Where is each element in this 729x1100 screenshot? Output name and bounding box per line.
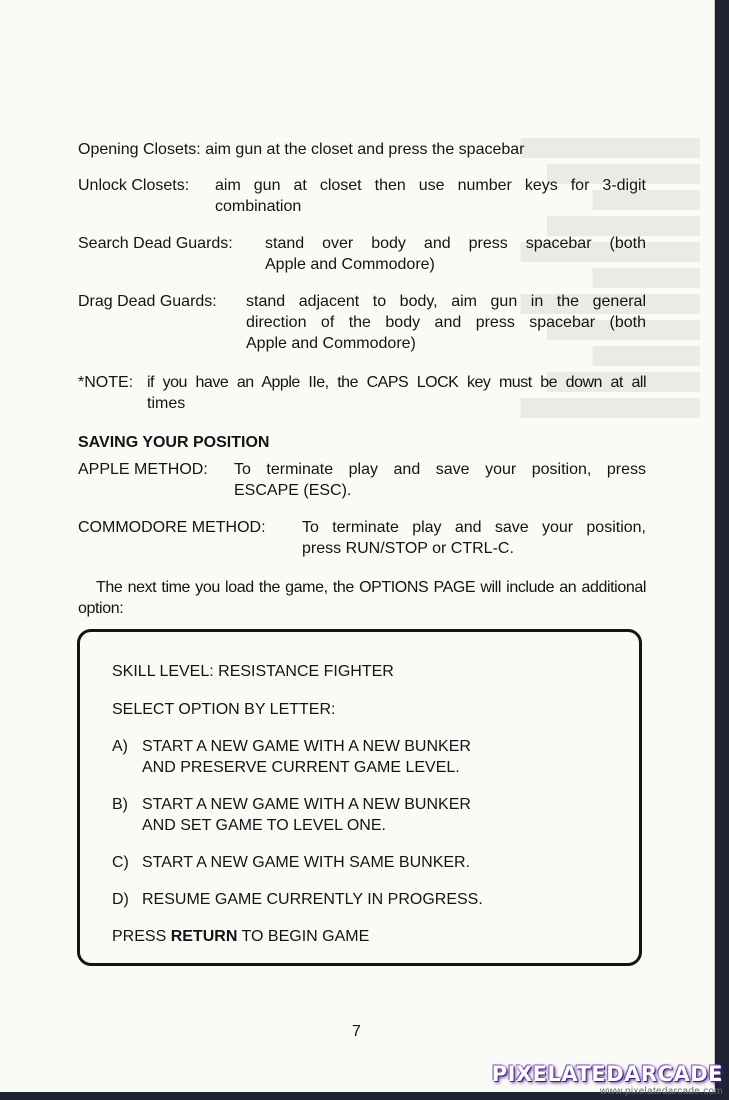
apple-method-line1: To terminate play and save your position, press [234,461,646,478]
commodore-method [78,517,646,559]
commodore-method-label: COMMODORE METHOD: [78,519,266,536]
instruction-text-line1: stand adjacent to body, aim gun in the general [246,293,646,310]
note-text-line1: if you have an Apple IIe, the CAPS LOCK key must be down at all [147,374,646,391]
option-b [112,794,471,836]
option-key: C) [112,854,129,871]
select-option-prompt: SELECT OPTION BY LETTER: [112,701,336,718]
option-a [112,736,471,778]
option-c [112,852,470,873]
instruction-label: Search Dead Guards: [78,235,233,252]
press-suffix: TO BEGIN GAME [241,928,370,945]
apple-method [78,459,646,501]
next-load-paragraph: The next time you load the game, the OPTIONS PAGE will include an additional option: [78,579,646,617]
instruction-label: Unlock Closets: [78,177,190,194]
option-key: B) [112,796,128,813]
skill-level-line: SKILL LEVEL: RESISTANCE FIGHTER [112,663,394,680]
instruction-opening-closets [78,139,646,160]
instruction-label: Drag Dead Guards: [78,293,217,310]
note-label: *NOTE: [78,374,134,391]
watermark-logo: PIXELATEDARCADE [491,1062,723,1086]
commodore-method-line1: To terminate play and save your position, [302,519,646,536]
apple-method-line2: ESCAPE (ESC). [234,482,352,499]
options-page-screen [77,629,642,966]
apple-iie-note [78,372,646,414]
option-line1: RESUME GAME CURRENTLY IN PROGRESS. [142,891,483,908]
press-prefix: PRESS [112,928,167,945]
note-text-line2: times [147,395,186,412]
instruction-unlock-closets [78,175,646,217]
instruction-text-line3: Apple and Commodore) [246,335,416,352]
instruction-drag-dead-guards [78,291,646,354]
instruction-text-line1: stand over body and press spacebar (both [265,235,646,252]
instruction-text-line2: direction of the body and press spacebar (both [246,314,646,331]
commodore-method-line2: press RUN/STOP or CTRL-C. [302,540,514,557]
option-d [112,889,483,910]
option-line1: START A NEW GAME WITH A NEW BUNKER [142,738,471,755]
option-key: D) [112,891,129,908]
watermark-url: www.pixelatedarcade.com [599,1086,723,1097]
option-line1: START A NEW GAME WITH SAME BUNKER. [142,854,471,871]
option-key: A) [112,738,128,755]
instruction-text: aim gun at the closet and press the spacebar [205,141,525,158]
saving-position-heading: SAVING YOUR POSITION [78,434,270,451]
instruction-label: Opening Closets: [78,141,201,158]
instruction-text-line1: aim gun at closet then use number keys for 3-digit [215,177,646,194]
instruction-text-line2: combination [215,198,302,215]
watermark [492,1062,723,1097]
option-line1: START A NEW GAME WITH A NEW BUNKER [142,796,471,813]
apple-method-label: APPLE METHOD: [78,461,208,478]
option-line2: AND SET GAME TO LEVEL ONE. [142,817,386,834]
instruction-text-line2: Apple and Commodore) [265,256,435,273]
option-line2: AND PRESERVE CURRENT GAME LEVEL. [142,759,460,776]
instruction-search-dead-guards [78,233,646,275]
press-return-line [112,926,369,947]
page-number: 7 [352,1023,361,1040]
return-key: RETURN [170,928,238,945]
